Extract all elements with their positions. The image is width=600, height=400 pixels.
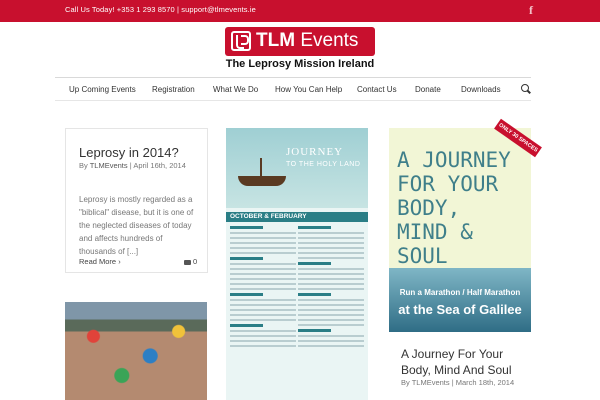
post-meta-journey: By TLMEvents | March 18th, 2014 [401, 378, 515, 387]
logo-text: TLM Events [256, 30, 359, 51]
comment-count[interactable]: 0 [184, 257, 197, 266]
site-header [0, 22, 600, 77]
holy-land-flyer-image[interactable] [226, 128, 368, 400]
search-icon[interactable] [521, 84, 529, 92]
poster-sea-text: at the Sea of Galilee [398, 302, 522, 317]
comment-icon [184, 260, 191, 265]
flyer-journey-text: JOURNEY [286, 146, 344, 158]
poster-run-text: Run a Marathon / Half Marathon [399, 288, 521, 297]
nav-item-donate[interactable]: Donate [415, 85, 441, 94]
post-excerpt: Leprosy is mostly regarded as a "biblical" disease, but it is one of the neglected diseases of today and affects hundreds of thousands of [...] [79, 195, 194, 256]
nav-item-downloads[interactable]: Downloads [461, 85, 501, 94]
post-title-journey[interactable]: A Journey For Your Body, Mind And Soul [401, 347, 512, 377]
post-card-leprosy [65, 128, 208, 273]
nav-item-what-we-do[interactable]: What We Do [213, 85, 259, 94]
logo-mark-icon [231, 31, 251, 51]
marathon-crowd-photo[interactable] [65, 302, 207, 400]
post-meta: By TLMEvents | April 16th, 2014 [79, 161, 186, 170]
nav-item-contact-us[interactable]: Contact Us [357, 85, 397, 94]
post-title[interactable]: Leprosy in 2014? [79, 145, 179, 160]
flyer-column-right [298, 226, 364, 396]
flyer-column-left [230, 226, 296, 396]
main-nav [55, 77, 531, 101]
read-more-link[interactable]: Read More › [79, 257, 121, 266]
post-author-link[interactable]: TLMEvents [411, 378, 450, 387]
nav-item-registration[interactable]: Registration [152, 85, 195, 94]
flyer-date-band: OCTOBER & FEBRUARY [226, 212, 368, 222]
journey-poster-image[interactable] [389, 122, 539, 332]
site-tagline: The Leprosy Mission Ireland [225, 58, 375, 70]
boat-icon [238, 158, 286, 186]
nav-item-how-you-can-help[interactable]: How You Can Help [275, 85, 343, 94]
post-author-link[interactable]: TLMEvents [89, 161, 128, 170]
poster-title: A JOURNEY FOR YOUR BODY, MIND & SOUL [397, 148, 511, 268]
facebook-icon[interactable]: f [529, 3, 533, 17]
spaces-ribbon: ONLY 30 SPACES [494, 119, 542, 158]
top-bar [0, 0, 600, 22]
nav-item-upcoming-events[interactable]: Up Coming Events [69, 85, 136, 94]
flyer-holy-land-text: TO THE HOLY LAND [286, 161, 361, 168]
contact-info: Call Us Today! +353 1 293 8570 | support@tlmevents.ie [65, 5, 256, 14]
site-logo[interactable] [225, 27, 375, 56]
poster-lake [389, 268, 531, 332]
